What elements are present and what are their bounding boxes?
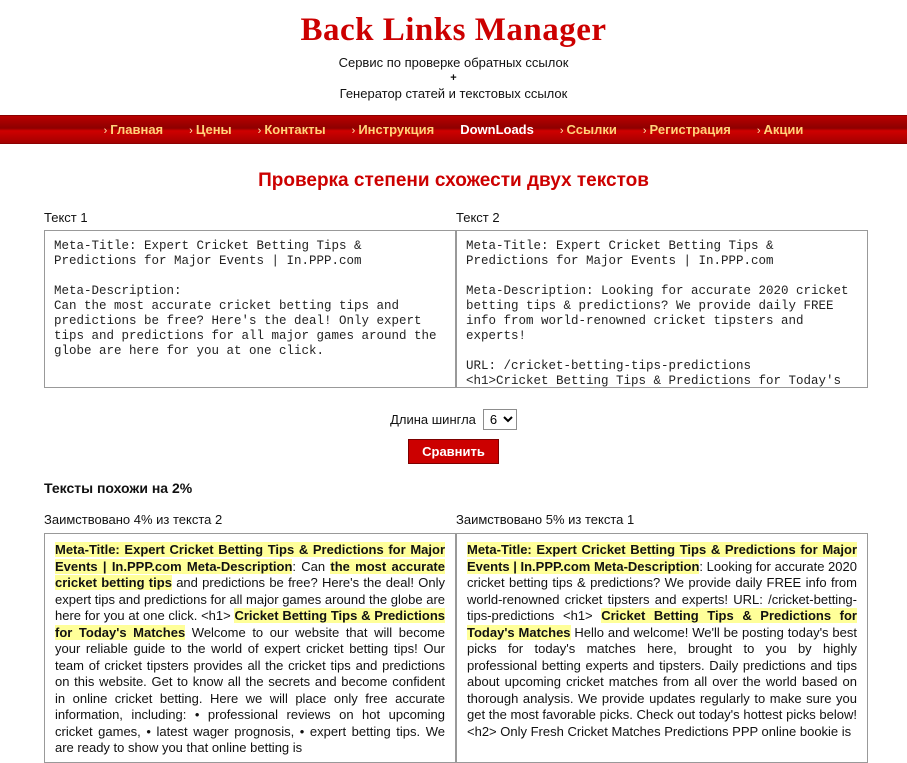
- chevron-right-icon: ›: [351, 125, 356, 137]
- result-segment: Cricket Betting Tips & Predictions for Today's Matches: [55, 608, 446, 640]
- site-subtitle-2: Генератор статей и текстовых ссылок: [339, 86, 568, 101]
- compare-row: [44, 439, 863, 464]
- nav-item-instruktsiya[interactable]: [339, 122, 448, 137]
- text1-input[interactable]: [44, 230, 456, 388]
- nav-item-label: Ссылки: [566, 122, 617, 137]
- chevron-right-icon: ›: [189, 125, 193, 137]
- result-segment: Cricket Betting Tips & Predictions for Today's Matches: [467, 608, 857, 640]
- similarity-result: Тексты похожи на 2%: [44, 480, 193, 496]
- result-segment: and predictions be free? Here's the deal! Only expert tips and predictions for all major games around the globe are here for you at one click. <h1>: [55, 575, 445, 623]
- text1-label: Текст 1: [44, 210, 88, 225]
- nav-item-downloads[interactable]: [447, 122, 547, 137]
- shingle-controls: [44, 409, 863, 430]
- text1-column: [44, 210, 456, 393]
- shingle-length-label: Длина шингла: [390, 412, 476, 427]
- compare-button[interactable]: Сравнить: [408, 439, 499, 464]
- result-segment: Hello and welcome! We'll be posting today's best picks for today's matches here, brought to you by highly professional betting experts and tipsters. Daily predictions and tips about upcoming cricket matches from all over the world based on thorough analysis. We provide updates regularly to make sure you get the most favorable picks. Check out today's hottest picks below! <h2> Only Fresh Cricket Matches Predictions PPP online bookie is: [467, 624, 857, 739]
- nav-item-label: Акции: [763, 122, 804, 137]
- result-right-box: [456, 533, 868, 763]
- result-segment: : Looking for accurate 2020 cricket betting tips & predictions? We provide daily FREE info from world-renowned cricket tipsters and experts! URL: /cricket-betting-tips-predictions <h1>: [467, 558, 857, 623]
- nav-item-registratsiya[interactable]: [630, 122, 744, 137]
- result-left-column: [44, 496, 456, 763]
- text2-input[interactable]: [456, 230, 868, 388]
- nav-list: [91, 122, 817, 137]
- textarea-row: [44, 210, 863, 393]
- result-right-column: [456, 496, 868, 763]
- site-plus-sign: +: [450, 72, 457, 84]
- chevron-right-icon: ›: [103, 125, 108, 137]
- nav-item-ssylki[interactable]: [547, 122, 630, 137]
- nav-item-glavnaya[interactable]: [91, 122, 177, 137]
- nav-item-label: Контакты: [264, 122, 326, 137]
- results-row: [44, 496, 863, 763]
- nav-item-label: Регистрация: [649, 122, 731, 137]
- nav-item-aktsii[interactable]: [744, 122, 817, 137]
- site-subtitle-1: Сервис по проверке обратных ссылок: [338, 55, 569, 70]
- page-title: Проверка степени схожести двух текстов: [258, 170, 649, 191]
- text2-label: Текст 2: [456, 210, 500, 225]
- main-navigation: [0, 115, 907, 144]
- result-segment: : Can: [292, 558, 331, 574]
- result-segment: Meta-Title: Expert Cricket Betting Tips & Predictions for Major Events | In.PPP.com Meta-Description: [467, 542, 857, 574]
- nav-item-tseny[interactable]: [176, 122, 245, 137]
- result-left-label: Заимствовано 4% из текста 2: [44, 512, 223, 527]
- nav-item-label: Цены: [195, 122, 232, 137]
- nav-item-label: Главная: [110, 122, 164, 137]
- result-right-label: Заимствовано 5% из текста 1: [456, 512, 635, 527]
- result-segment: Welcome to our website that will become your reliable guide to the world of expert cricket betting tips! Our team of cricket tipsters provides all the cricket tips and predictions on this website. Get to know all the secrets and become confident in online cricket betting. Here we will place only free accurate information, including: • professional reviews on hot upcoming cricket games, • latest wager prognosis, • expert betting tips. We are ready to show you that online betting is: [55, 624, 445, 755]
- site-title: Back Links Manager: [300, 12, 607, 48]
- nav-item-label: DownLoads: [460, 122, 534, 137]
- result-left-box: [44, 533, 456, 763]
- nav-item-kontakty[interactable]: [245, 122, 339, 137]
- result-segment: Meta-Title: Expert Cricket Betting Tips & Predictions for Major Events | In.PPP.com Meta-Description: [55, 542, 445, 574]
- nav-item-label: Инструкция: [358, 122, 435, 137]
- chevron-right-icon: ›: [756, 125, 761, 137]
- chevron-right-icon: ›: [559, 125, 564, 137]
- chevron-right-icon: ›: [257, 125, 262, 137]
- text2-column: [456, 210, 868, 393]
- chevron-right-icon: ›: [642, 125, 647, 137]
- site-header: [0, 0, 907, 101]
- main-content: [0, 170, 907, 763]
- shingle-length-select[interactable]: [483, 409, 517, 430]
- result-segment: the most accurate cricket betting tips: [55, 558, 445, 590]
